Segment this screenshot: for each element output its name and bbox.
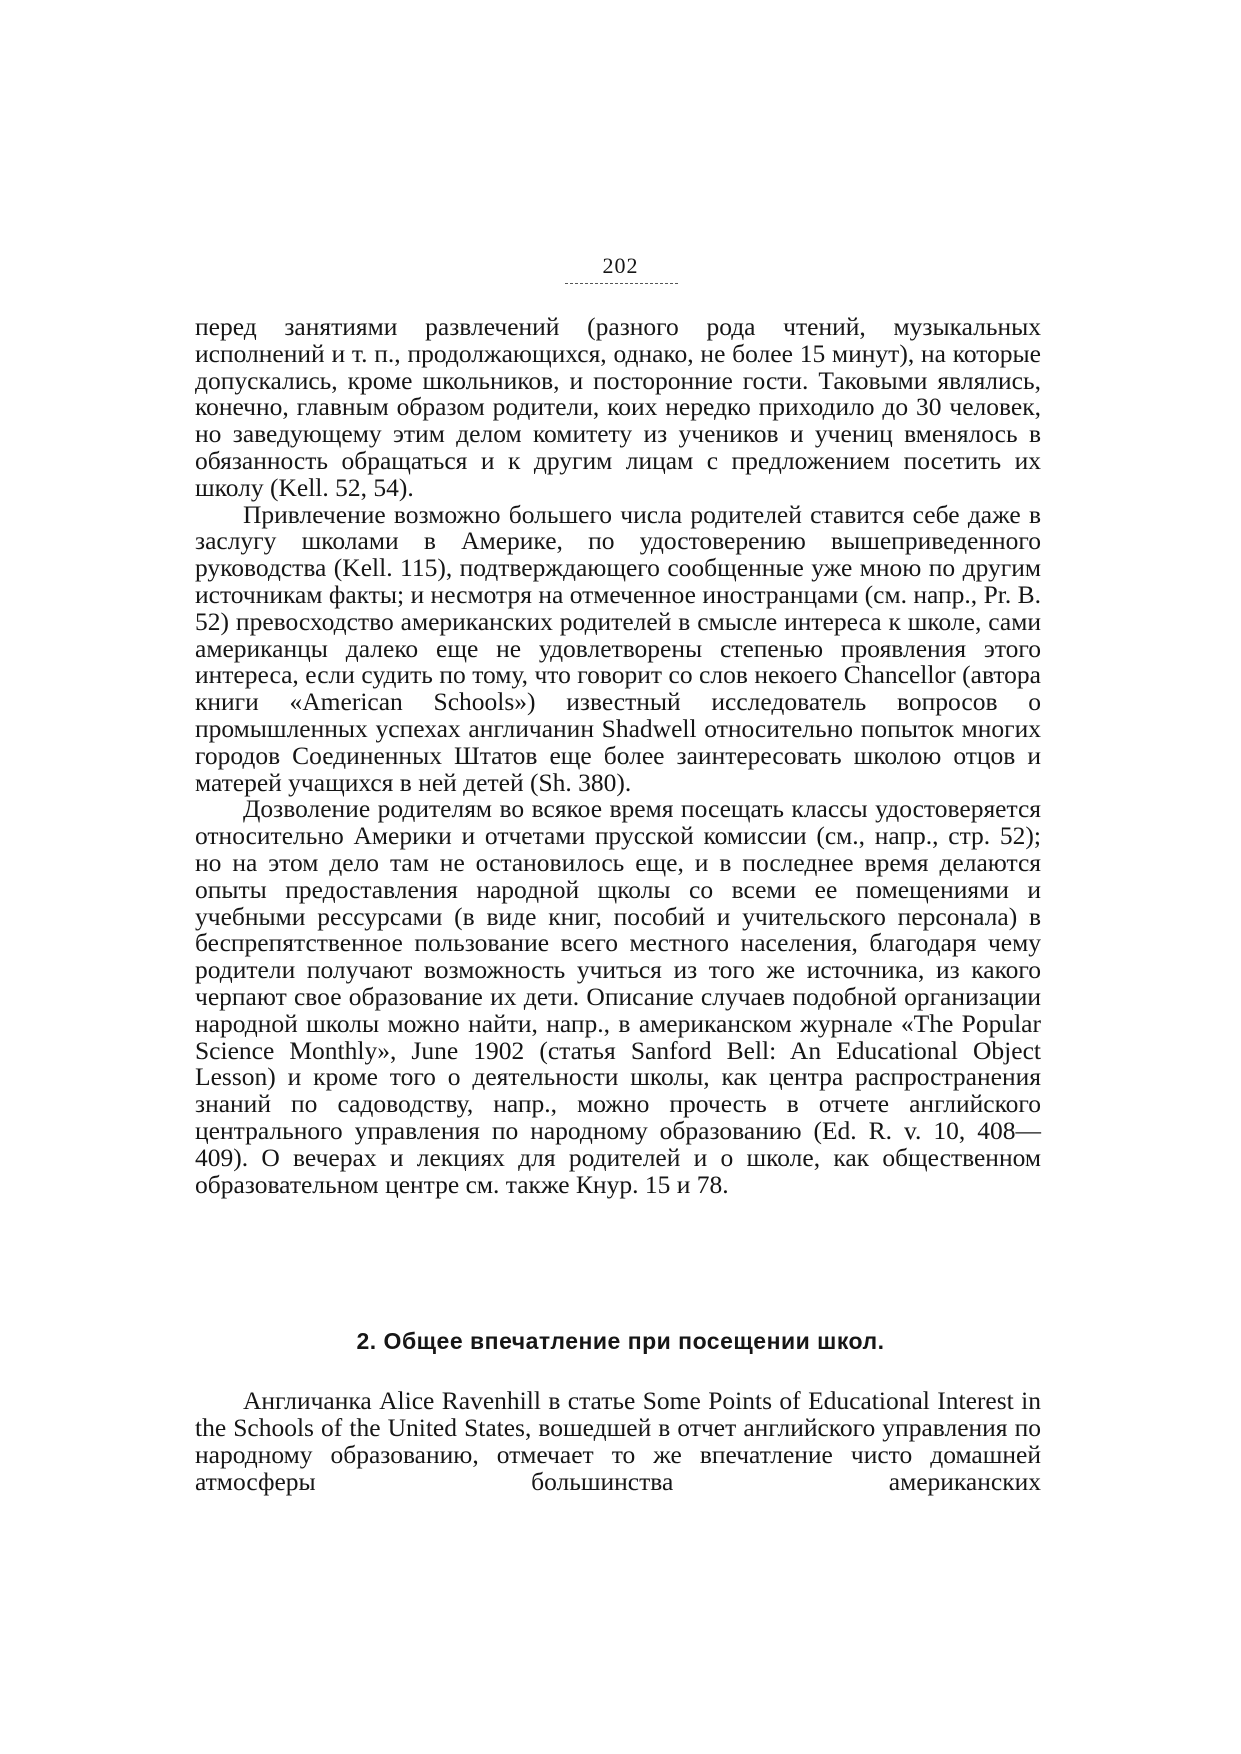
paragraph-2: Привлечение возможно большего числа родителей ставится себе даже в заслугу школами в Америке, по удостоверению вышеприведенного руководства (Kell. 115), подтверждающего сообщенные уже мною по другим источникам факты; и несмотря на отмеченное иностранцами (см. напр., Pr. B. 52) превосходство американских родителей в смысле интереса к школе, сами американцы далеко еще не удовлетворены степенью проявления этого интереса, если судить по тому, что говорит со слов некоего Chancellor (автора книги «American Schools») известный исследователь вопросов о промышленных успехах англичанин Shadwell относительно попыток многих городов Соединенных Штатов еще более заинтересовать школою отцов и матерей учащихся в ней детей (Sh. 380). [195,499,1041,797]
page-number: 202 [602,253,639,278]
paragraph-3: Дозволение родителям во всякое время посещать классы удостоверяется относительно Америки и отчетами прусской комиссии (см., напр., стр. 52); но на этом дело там не остановилось еще, и в последнее время делаются опыты предоставления народной щколы со всеми ее помещениями и учебными рессурсами (в виде книг, пособий и учительского персонала) в беспрепятственное пользование всего местного населения, благодаря чему родители получают возможность учиться из того же источника, из какого черпают свое образование их дети. Описание случаев подобной организации народной школы можно найти, напр., в американском журнале «The Popular Science Monthly», June 1902 (статья Sanford Bell: An Educational Object Lesson) и кроме того о деятельности школы, как центра распространения знаний по садоводству, напр., можно прочесть в отчете английского центрального управления по народному образованию (Ed. R. v. 10, 408—409). О вечерах и лекциях для родителей и о школе, как общественном образовательном центре см. также Кнур. 15 и 78. [195,794,1041,1199]
body-text [195,314,1041,1198]
paragraph-1: перед занятиями развлечений (разного рода чтений, музыкальных исполнений и т. п., продолжающихся, однако, не более 15 минут), на которые допускались, кроме школьников, и посторонние гости. Таковыми являлись, конечно, главным образом родители, коих нередко приходило до 30 человек, но заведующему этим делом комитету из учеников и учениц вменялось в обязанность обращаться и к другим лицам с предложением посетить их школу (Kell. 52, 54). [195,312,1041,502]
section-heading: 2. Общее впечатление при посещении школ. [356,1328,885,1354]
page-number-rule [565,283,678,284]
section-paragraph: Англичанка Alice Ravenhill в статье Some Points of Educational Interest in the Schools of the United States, вошедшей в отчет английского управления по народному образованию, отмечает то же впечатление чисто домашней атмосферы большинства американских [195,1386,1041,1496]
section-body-text [195,1387,1041,1495]
